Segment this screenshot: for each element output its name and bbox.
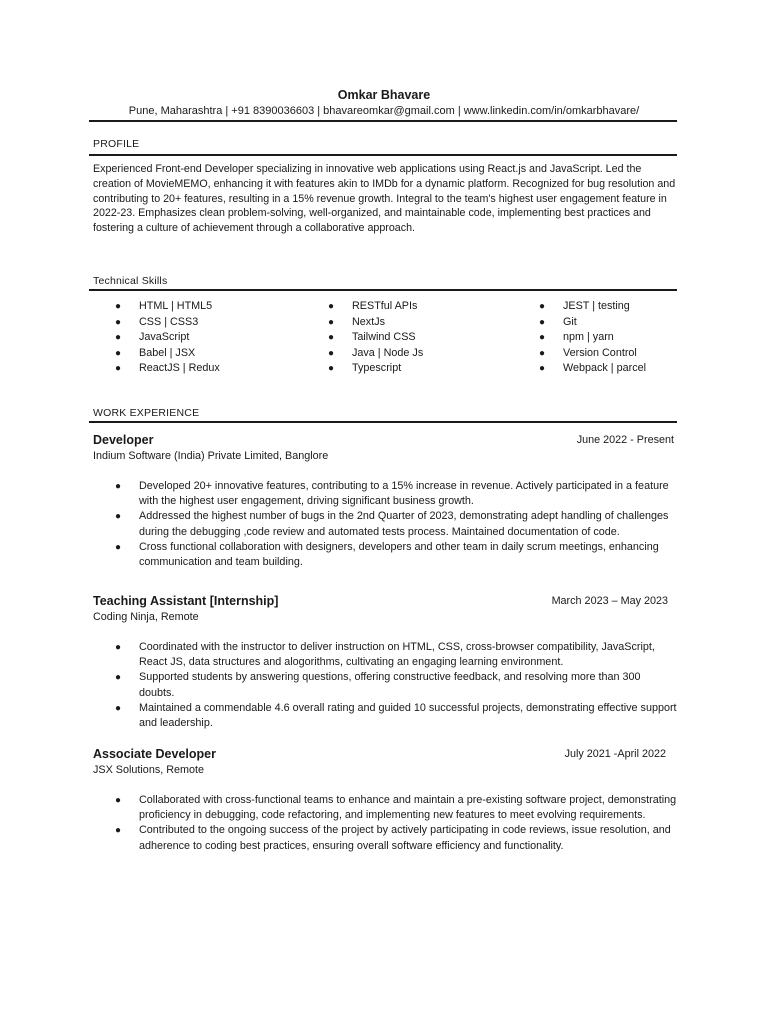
job-bullet: ● Contributed to the ongoing success of the project by actively participating in code reviews, issue resolution, and adherence to coding best practices, ensuring overall software efficiency and functionality. bbox=[115, 824, 671, 852]
bullet-icon: ● bbox=[539, 363, 546, 374]
contact-line: Pune, Maharashtra | +91 8390036603 | bhavareomkar@gmail.com | www.linkedin.com/in/omkarbhavare/ bbox=[128, 105, 640, 117]
bullet-icon: ● bbox=[115, 702, 122, 714]
skill-item: ● Webpack | parcel bbox=[517, 361, 677, 377]
skill-item: ● npm | yarn bbox=[517, 330, 677, 346]
job-company: JSX Solutions, Remote bbox=[93, 764, 205, 776]
bullet-icon: ● bbox=[115, 825, 122, 837]
bullet-icon: ● bbox=[115, 672, 122, 684]
job-bullet: ● Collaborated with cross-functional teams to enhance and maintain a pre-existing software project, demonstrating proficiency in debugging, code refactoring, and implementing new features to meet evolving requirements. bbox=[115, 794, 677, 822]
skill-item: ● CSS | CSS3 bbox=[93, 315, 306, 331]
skill-item: ● Java | Node Js bbox=[306, 346, 517, 362]
job-title: Teaching Assistant [Internship] bbox=[93, 594, 279, 608]
bullet-icon: ● bbox=[115, 332, 122, 343]
job-header bbox=[93, 432, 677, 448]
skills-divider bbox=[89, 289, 677, 291]
bullet-icon: ● bbox=[115, 541, 122, 553]
skills-column-3 bbox=[517, 299, 677, 377]
bullet-icon: ● bbox=[115, 642, 122, 653]
job-bullet-list bbox=[93, 479, 677, 570]
bullet-icon: ● bbox=[115, 795, 122, 806]
job-entry-developer bbox=[93, 432, 677, 570]
skill-item: ● JEST | testing bbox=[517, 299, 677, 315]
skill-item: ● NextJs bbox=[306, 315, 517, 331]
skill-item: ● Tailwind CSS bbox=[306, 330, 517, 346]
candidate-name: Omkar Bhavare bbox=[337, 88, 431, 102]
job-entry-teaching-assistant bbox=[93, 593, 677, 731]
bullet-icon: ● bbox=[115, 301, 122, 312]
bullet-icon: ● bbox=[115, 347, 122, 359]
header-divider bbox=[89, 120, 677, 122]
skill-item: ● Git bbox=[517, 315, 677, 331]
skills-grid bbox=[93, 299, 677, 377]
job-company: Indium Software (India) Private Limited, Banglore bbox=[93, 450, 329, 462]
skill-item: ● Babel | JSX bbox=[93, 346, 306, 362]
bullet-icon: ● bbox=[115, 511, 122, 523]
profile-summary: Experienced Front-end Developer specializing in innovative web applications using React.js and JavaScript. Led the creation of MovieMEMO, enhancing it with features akin to IMDb for a dynamic platform. Recognized for bug resolution and contributing to 20+ features, resulting in a 15% revenue growth. Integral to the team's highest user engagement feature in 2022-23. Emphasizes clean problem-solving, well-organized, and maintainable code, implementing best practices and fostering a culture of achievement through a collaborative approach. bbox=[93, 163, 676, 235]
job-dates: June 2022 - Present bbox=[576, 434, 674, 446]
bullet-icon: ● bbox=[328, 301, 335, 312]
job-title: Associate Developer bbox=[93, 747, 216, 761]
job-company: Coding Ninja, Remote bbox=[93, 611, 199, 623]
job-header bbox=[93, 593, 677, 609]
skills-heading: Technical Skills bbox=[93, 275, 168, 287]
job-bullet-list bbox=[93, 640, 677, 731]
bullet-icon: ● bbox=[328, 347, 335, 359]
skill-item: ● Typescript bbox=[306, 361, 517, 377]
bullet-icon: ● bbox=[539, 332, 546, 343]
bullet-icon: ● bbox=[539, 301, 546, 312]
job-bullet: ● Maintained a commendable 4.6 overall rating and guided 10 successful projects, demonstrating effective support and leadership. bbox=[115, 701, 677, 730]
bullet-icon: ● bbox=[328, 316, 335, 328]
bullet-icon: ● bbox=[328, 363, 335, 374]
job-dates: July 2021 -April 2022 bbox=[564, 748, 666, 760]
job-bullet: ● Supported students by answering questions, offering constructive feedback, and resolving more than 300 doubts. bbox=[115, 671, 641, 699]
skills-column-2 bbox=[306, 299, 517, 377]
job-header bbox=[93, 746, 677, 762]
job-bullet-list bbox=[93, 793, 677, 854]
bullet-icon: ● bbox=[539, 347, 546, 359]
job-bullet: ● Coordinated with the instructor to deliver instruction on HTML, CSS, cross-browser compatibility, JavaScript, React JS, data structures and alogorithms, cultivating an engaging learning environment. bbox=[115, 641, 655, 669]
skill-item: ● Version Control bbox=[517, 346, 677, 362]
job-bullet: ● Developed 20+ innovative features, contributing to a 15% increase in revenue. Actively participated in a feature with the highest user engagement, driving significant business growth. bbox=[115, 480, 669, 508]
job-dates: March 2023 – May 2023 bbox=[551, 595, 668, 607]
profile-divider bbox=[89, 154, 677, 156]
bullet-icon: ● bbox=[115, 481, 122, 492]
bullet-icon: ● bbox=[539, 316, 546, 328]
bullet-icon: ● bbox=[115, 316, 122, 328]
experience-heading: WORK EXPERIENCE bbox=[93, 407, 200, 419]
skill-item: ● HTML | HTML5 bbox=[93, 299, 306, 315]
skill-item: ● JavaScript bbox=[93, 330, 306, 346]
job-entry-associate-developer bbox=[93, 746, 677, 854]
experience-divider bbox=[89, 421, 677, 423]
skill-item: ● RESTful APIs bbox=[306, 299, 517, 315]
job-title: Developer bbox=[93, 433, 154, 447]
bullet-icon: ● bbox=[115, 363, 122, 374]
bullet-icon: ● bbox=[328, 332, 335, 343]
job-bullet: ● Addressed the highest number of bugs in the 2nd Quarter of 2023, demonstrating adept handling of challenges during the debugging ,code review and automated tests process. Maintained documentation of code. bbox=[115, 510, 669, 538]
skill-item: ● ReactJS | Redux bbox=[93, 361, 306, 377]
profile-heading: PROFILE bbox=[93, 138, 140, 150]
job-bullet: ● Cross functional collaboration with designers, developers and other team in daily scrum meetings, enhancing communication and team building. bbox=[115, 540, 659, 569]
skills-column-1 bbox=[93, 299, 306, 377]
